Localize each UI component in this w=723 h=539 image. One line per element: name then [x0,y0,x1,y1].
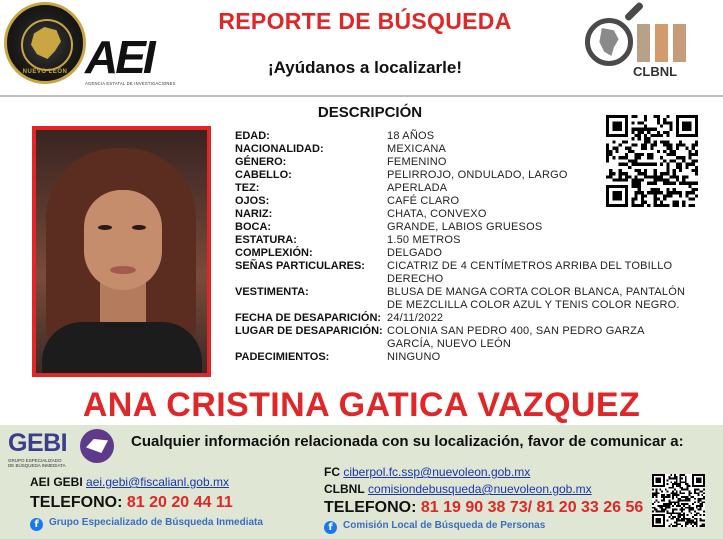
photo-lips [110,266,136,274]
field-label: GÉNERO: [235,156,287,168]
field-row [235,312,690,325]
aei-logo-subtext: AGENCIA ESTATAL DE INVESTIGACIONES [85,81,176,86]
aei-logo-text: AEI [85,31,153,83]
person-photo [32,126,211,377]
field-label: NACIONALIDAD: [235,143,324,155]
gebi-email-label: AEI GEBI [30,475,83,489]
lion-emblem-icon [31,27,61,59]
gebi-badge-icon [80,429,114,463]
field-row [235,325,690,351]
field-label: TEZ: [235,182,260,194]
fc-email-line [324,465,530,479]
field-row [235,260,690,286]
facebook-icon: f [324,521,337,534]
fiscalia-seal-icon [4,2,86,84]
gebi-email-link[interactable]: aei.gebi@fiscalianl.gob.mx [86,475,229,489]
field-value: CICATRIZ DE 4 CENTÍMETROS ARRIBA DEL TOBILLO DERECHO [387,260,673,285]
clbnl-email-label: CLBNL [324,482,365,496]
person-figure-icon [637,24,650,62]
qr-code-icon[interactable] [652,474,705,527]
report-title: REPORTE DE BÚSQUEDA [218,8,512,34]
qr-code-icon[interactable] [606,115,698,207]
field-label: LUGAR DE DESAPARICIÓN: [235,325,383,337]
gebi-logo-text: GEBI [8,429,68,457]
field-value: MEXICANA [387,143,447,155]
facebook-icon: f [30,518,43,531]
field-row [235,221,690,234]
description-title: DESCRIPCIÓN [317,104,423,121]
field-row [235,208,690,221]
field-value: DELGADO [387,247,443,259]
field-label: NARIZ: [235,208,273,220]
clbnl-email-link[interactable]: comisiondebusqueda@nuevoleon.gob.mx [368,482,592,496]
gebi-facebook-text: Grupo Especializado de Búsqueda Inmediata [49,517,263,528]
field-value: COLONIA SAN PEDRO 400, SAN PEDRO GARZA GARCÍA, NUEVO LEÓN [387,325,645,350]
field-value: NINGUNO [387,351,441,363]
field-label: VESTIMENTA: [235,286,309,298]
field-value: CAFÉ CLARO [387,195,460,207]
field-label: BOCA: [235,221,272,233]
clbnl-phone-label: TELEFONO: [324,499,417,516]
field-label: PADECIMIENTOS: [235,351,330,363]
clbnl-logo [583,2,703,84]
person-figure-icon [655,24,668,62]
fc-email-label: FC [324,465,340,479]
gebi-email-line [30,475,229,489]
gebi-facebook-line[interactable] [30,517,263,531]
gebi-logo [8,427,118,467]
field-value: FEMENINO [387,156,447,168]
field-label: OJOS: [235,195,270,207]
report-subtitle: ¡Ayúdanos a localizarle! [268,58,462,77]
photo-face [84,190,162,290]
fc-email-link[interactable]: ciberpol.fc.ssp@nuevoleon.gob.mx [343,465,531,479]
aei-logo [85,33,177,85]
field-label: CABELLO: [235,169,292,181]
person-name: ANA CRISTINA GATICA VAZQUEZ [82,386,641,424]
seal-caption: NUEVO LEÓN [22,69,68,75]
field-label: FECHA DE DESAPARICIÓN: [235,312,382,324]
field-value: 24/11/2022 [387,312,444,324]
contact-message: Cualquier información relacionada con su localización, favor de comunicar a: [131,433,684,450]
gebi-phone-line [30,494,233,512]
field-value: 18 AÑOS [387,130,435,142]
field-row [235,286,690,312]
clbnl-facebook-line[interactable] [324,520,545,534]
field-label: SEÑAS PARTICULARES: [235,260,365,272]
photo-eye [132,225,146,230]
field-value: APERLADA [387,182,448,194]
field-row [235,247,690,260]
header-divider [0,95,723,97]
gebi-phone-label: TELEFONO: [30,494,123,511]
field-label: EDAD: [235,130,270,142]
field-row [235,234,690,247]
clbnl-logo-text: CLBNL [633,64,678,79]
field-label: ESTATURA: [235,234,297,246]
photo-shirt [42,322,202,377]
field-label: COMPLEXIÓN: [235,247,313,259]
field-value: PELIRROJO, ONDULADO, LARGO [387,169,568,181]
contact-footer [0,425,723,539]
field-value: BLUSA DE MANGA CORTA COLOR BLANCA, PANTALÓN DE MEZCLILLA COLOR AZUL Y TENIS COLOR NEGRO. [387,286,686,311]
field-row [235,351,690,364]
clbnl-phone-number[interactable]: 81 19 90 38 73/ 81 20 33 26 56 [420,499,644,516]
magnifier-handle [624,1,645,22]
photo-eye [98,225,112,230]
field-value: 1.50 METROS [387,234,461,246]
gebi-phone-number[interactable]: 81 20 20 44 11 [126,494,233,511]
gebi-logo-subtext: GRUPO ESPECIALIZADO [8,458,62,463]
gebi-logo-subtext: DE BÚSQUEDA INMEDIATA [8,463,66,468]
field-value: CHATA, CONVEXO [387,208,487,220]
clbnl-email-line [324,482,592,496]
clbnl-facebook-text: Comisión Local de Búsqueda de Personas [343,520,546,531]
field-value: GRANDE, LABIOS GRUESOS [387,221,543,233]
clbnl-phone-line [324,499,643,517]
person-figure-icon [673,24,686,62]
